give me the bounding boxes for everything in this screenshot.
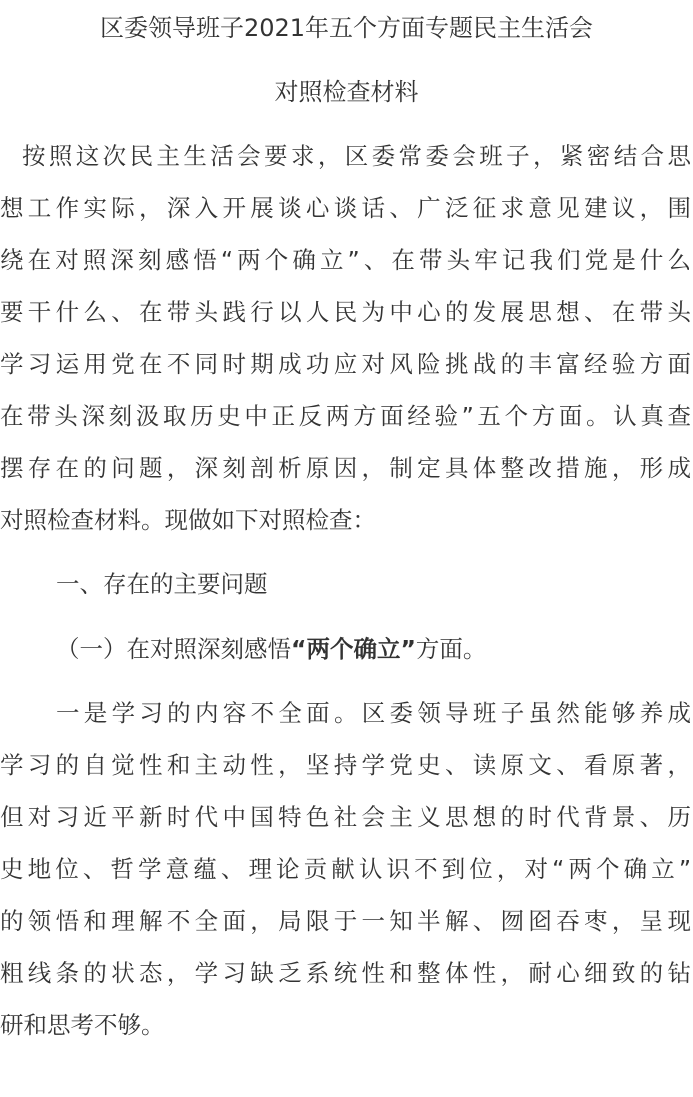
subsection-heading (56, 634, 486, 664)
subsection-suffix: 方面。 (415, 635, 487, 663)
intro-line: 学习运用党在不同时期成功应对风险挑战的丰富经验方面 (0, 350, 691, 378)
intro-line: 对照检查材料。现做如下对照检查： (0, 506, 376, 534)
document-title-line-2: 对照检查材料 (274, 78, 419, 106)
intro-line: 在带头深刻汲取历史中正反两方面经验”五个方面。认真查 (0, 402, 691, 430)
paragraph-line: 一是学习的内容不全面。区委领导班子虽然能够养成 (56, 699, 691, 727)
intro-line: 想工作实际，深入开展谈心谈话、广泛征求意见建议，围 (0, 194, 691, 222)
paragraph-line: 研和思考不够。 (0, 1011, 165, 1039)
intro-line: 要干什么、在带头践行以人民为中心的发展思想、在带头 (0, 298, 691, 326)
intro-line: 按照这次民主生活会要求，区委常委会班子，紧密结合思 (22, 142, 691, 170)
subsection-quote: “两个确立” (291, 635, 416, 663)
paragraph-line: 史地位、哲学意蕴、理论贡献认识不到位，对“两个确立” (0, 855, 691, 883)
paragraph-line: 但对习近平新时代中国特色社会主义思想的时代背景、历 (0, 803, 691, 831)
intro-line: 摆存在的问题，深刻剖析原因，制定具体整改措施，形成 (0, 454, 691, 482)
paragraph-line: 粗线条的状态，学习缺乏系统性和整体性，耐心细致的钻 (0, 959, 691, 987)
document-title-line-1: 区委领导班子2021年五个方面专题民主生活会 (99, 14, 594, 42)
intro-line: 绕在对照深刻感悟“两个确立”、在带头牢记我们党是什么 (0, 246, 691, 274)
section-heading: 一、存在的主要问题 (56, 570, 268, 598)
paragraph-line: 的领悟和理解不全面，局限于一知半解、囫囵吞枣，呈现 (0, 907, 691, 935)
paragraph-line: 学习的自觉性和主动性，坚持学党史、读原文、看原著， (0, 751, 691, 779)
subsection-prefix: （一）在对照深刻感悟 (56, 635, 291, 663)
